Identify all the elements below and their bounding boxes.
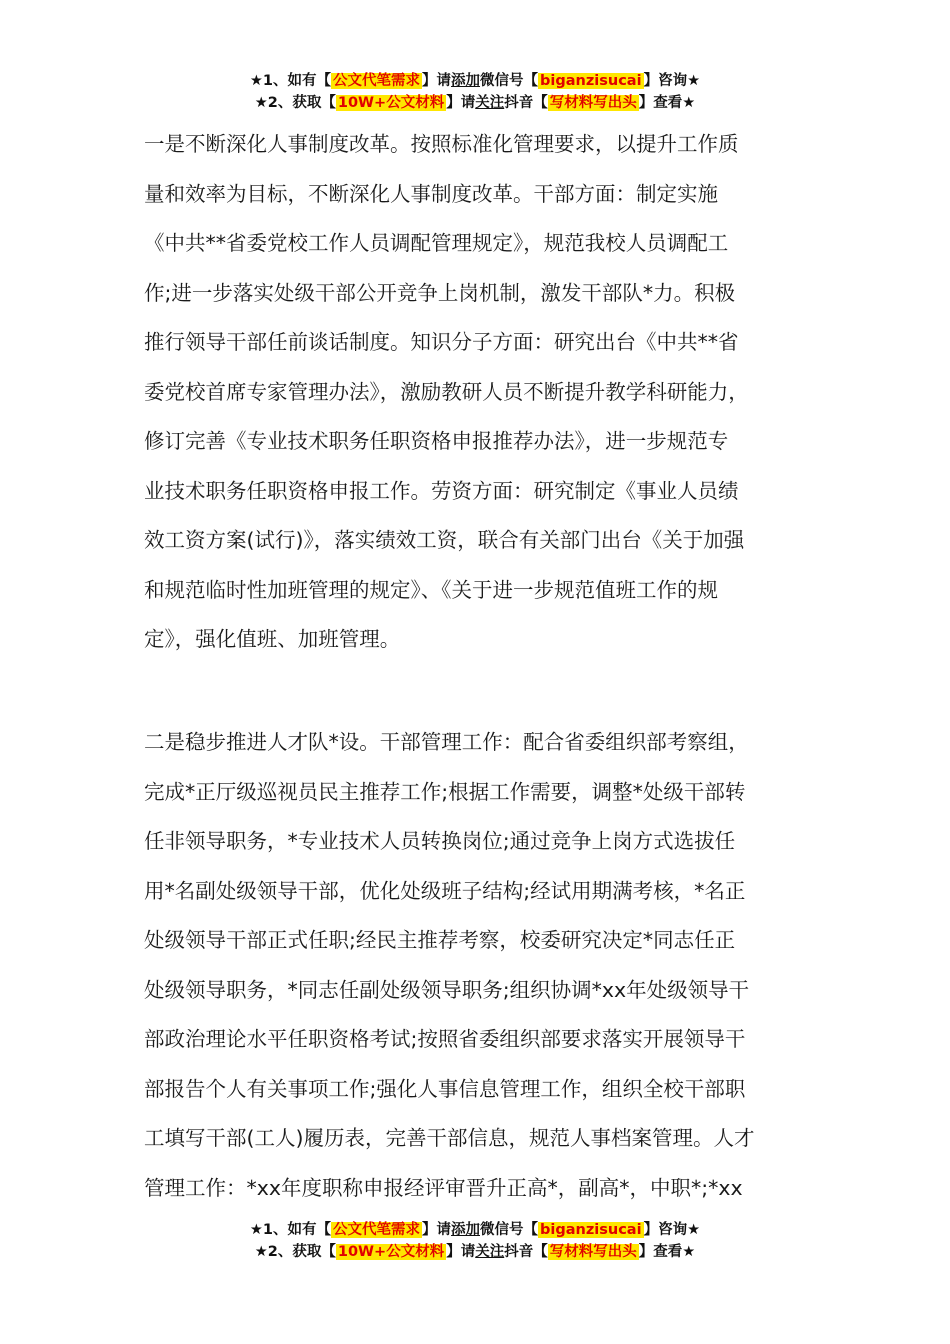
text-line: 完成*正厅级巡视员民主推荐工作;根据工作需要，调整*处级干部转 — [144, 779, 746, 804]
promo-underline: 添加 — [451, 73, 481, 89]
promo-text: 】咨询★ — [643, 1222, 701, 1238]
text-line: 处级领导干部正式任职;经民主推荐考察，校委研究决定*同志任正 — [144, 928, 736, 952]
promo-banner-bottom — [0, 1219, 950, 1263]
text-line: 效工资方案(试行)》，落实绩效工资，联合有关部门出台《关于加强 — [144, 528, 745, 552]
promo-text: 】查看★ — [638, 1244, 696, 1260]
promo-text: 微信号【 — [480, 73, 539, 89]
text-line: 用*名副处级领导干部，优化处级班子结构;经试用期满考核，*名正 — [144, 878, 746, 903]
promo-highlight: biganzisucai — [540, 73, 642, 89]
promo-text: ★2、获取【 — [254, 1244, 336, 1260]
text-line: 部报告个人有关事项工作;强化人事信息管理工作，组织全校干部职 — [144, 1076, 746, 1101]
promo-text: ★1、如有【 — [249, 73, 332, 89]
text-line: 定》，强化值班、加班管理。 — [144, 627, 401, 651]
text-line: 任非领导职务，*专业技术人员转换岗位;通过竞争上岗方式选拔任 — [144, 829, 736, 853]
promo-highlight: 10W+公文材料 — [337, 1244, 445, 1260]
promo-highlight: 写材料写出头 — [549, 95, 637, 111]
promo-text: 】请 — [446, 1244, 476, 1260]
promo-text: 微信号【 — [480, 1222, 539, 1238]
promo-text: 】请 — [422, 1222, 452, 1238]
promo-highlight: 10W+公文材料 — [337, 95, 445, 111]
promo-line-2 — [0, 92, 950, 114]
promo-text: 抖音【 — [504, 1244, 548, 1260]
promo-banner-top — [0, 70, 950, 114]
text-line: 作;进一步落实处级干部公开竞争上岗机制，激发干部队*力。积极 — [144, 280, 736, 305]
text-line: 二是稳步推进人才队*设。干部管理工作：配合省委组织部考察组， — [144, 730, 749, 754]
text-line: 和规范临时性加班管理的规定》、《关于进一步规范值班工作的规 — [144, 577, 718, 602]
promo-text: ★1、如有【 — [249, 1222, 332, 1238]
text-line: 修订完善《专业技术职务任职资格申报推荐办法》，进一步规范专 — [144, 429, 729, 453]
promo-text: 】请 — [446, 95, 476, 111]
promo-underline: 关注 — [475, 1244, 505, 1260]
promo-underline: 关注 — [475, 95, 505, 111]
text-line: 推行领导干部任前谈话制度。知识分子方面：研究出台《中共**省 — [144, 330, 739, 354]
promo-text: 】查看★ — [638, 95, 696, 111]
promo-underline: 添加 — [451, 1222, 481, 1238]
promo-text: ★2、获取【 — [254, 95, 336, 111]
text-line: 《中共**省委党校工作人员调配管理规定》，规范我校人员调配工 — [144, 231, 729, 255]
promo-text: 抖音【 — [504, 95, 548, 111]
promo-line-1 — [0, 1219, 950, 1241]
promo-highlight: biganzisucai — [540, 1222, 642, 1238]
body-paragraph-2 — [144, 718, 820, 1213]
text-line: 量和效率为目标，不断深化人事制度改革。干部方面：制定实施 — [144, 181, 718, 206]
text-line: 委党校首席专家管理办法》，激励教研人员不断提升教学科研能力， — [144, 379, 749, 404]
promo-line-1 — [0, 70, 950, 92]
text-line: 业技术职务任职资格申报工作。劳资方面：研究制定《事业人员绩 — [144, 478, 739, 503]
promo-text: 】请 — [422, 73, 452, 89]
promo-highlight: 写材料写出头 — [549, 1244, 637, 1260]
text-line: 处级领导职务，*同志任副处级领导职务;组织协调*xx年处级领导干 — [144, 977, 750, 1002]
promo-line-2 — [0, 1241, 950, 1263]
text-line: 工填写干部(工人)履历表，完善干部信息，规范人事档案管理。人才 — [144, 1126, 755, 1150]
promo-highlight: 公文代笔需求 — [333, 1222, 421, 1238]
body-paragraph-1 — [144, 120, 820, 665]
promo-text: 】咨询★ — [643, 73, 701, 89]
promo-highlight: 公文代笔需求 — [333, 73, 421, 89]
text-line: 一是不断深化人事制度改革。按照标准化管理要求，以提升工作质 — [144, 132, 739, 156]
text-line: 管理工作：*xx年度职称申报经评审晋升正高*，副高*，中职*;*xx — [144, 1175, 743, 1200]
text-line: 部政治理论水平任职资格考试;按照省委组织部要求落实开展领导干 — [144, 1027, 746, 1051]
